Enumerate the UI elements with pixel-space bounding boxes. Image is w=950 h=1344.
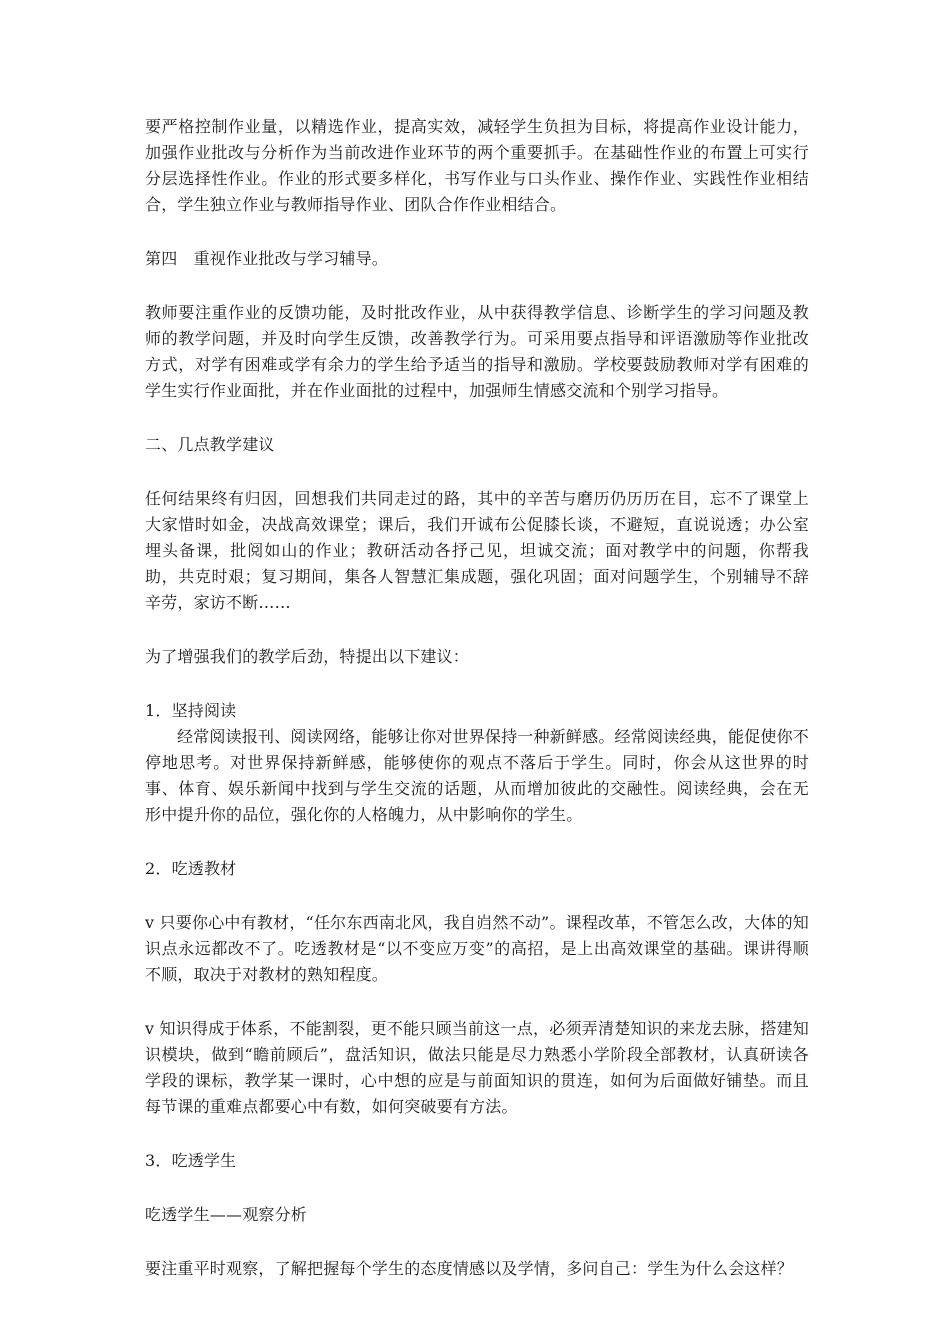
paragraph-textbook-1: v 只要你心中有教材，“任尔东西南北风，我自岿然不动”。课程改革，不管怎么改，大体的知识点永远都改不了。吃透教材是“以不变应万变”的高招，是上出高效课堂的基础。课讲得顺不顺，取决于对教材的熟知程度。 bbox=[145, 913, 809, 984]
heading-suggestions: 二、几点教学建议 bbox=[145, 435, 275, 454]
paragraph-observe: 要注重平时观察，了解把握每个学生的态度情感以及学情，多问自己：学生为什么会这样？ bbox=[145, 1259, 794, 1278]
paragraph-intro-suggestions: 为了增强我们的教学后劲，特提出以下建议： bbox=[145, 647, 470, 666]
heading-fourth: 第四 重视作业批改与学习辅导。 bbox=[145, 249, 389, 268]
document-page bbox=[145, 114, 809, 1282]
heading-reading: 1．坚持阅读 bbox=[145, 701, 237, 720]
heading-students: 3．吃透学生 bbox=[145, 1151, 237, 1170]
paragraph-homework-control: 要严格控制作业量，以精选作业，提高实效，减轻学生负担为目标，将提高作业设计能力，加强作业批改与分析作为当前改进作业环节的两个重要抓手。在基础性作业的布置上可实行分层选择性作业。作业的形式要多样化，书写作业与口头作业、操作作业、实践性作业相结合，学生独立作业与教师指导作业、团队合作作业相结合。 bbox=[145, 117, 809, 214]
paragraph-reflection: 任何结果终有归因，回想我们共同走过的路，其中的辛苦与磨历仍历历在目，忘不了课堂上大家惜时如金，决战高效课堂；课后，我们开诚布公促膝长谈，不避短，直说说透；办公室埋头备课，批阅如山的作业；教研活动各抒己见，坦诚交流；面对教学中的问题，你帮我助，共克时艰；复习期间，集各人智慧汇集成题，强化巩固；面对问题学生，个别辅导不辞辛劳，家访不断…… bbox=[145, 489, 809, 612]
heading-textbook: 2．吃透教材 bbox=[145, 859, 237, 878]
paragraph-reading: 经常阅读报刊、阅读网络，能够让你对世界保持一种新鲜感。经常阅读经典，能促使你不停地思考。对世界保持新鲜感，能够使你的观点不落后于学生。同时，你会从这世界的时事、体育、娱乐新闻中找到与学生交流的话题，从而增加彼此的交融性。阅读经典，会在无形中提升你的品位，强化你的人格魄力，从中影响你的学生。 bbox=[145, 727, 809, 824]
paragraph-feedback: 教师要注重作业的反馈功能，及时批改作业，从中获得教学信息、诊断学生的学习问题及教师的教学问题，并及时向学生反馈，改善教学行为。可采用要点指导和评语激励等作业批改方式，对学有困难或学有余力的学生给予适当的指导和激励。学校要鼓励教师对学有困难的学生实行作业面批，并在作业面批的过程中，加强师生情感交流和个别学习指导。 bbox=[145, 303, 809, 400]
paragraph-textbook-2: v 知识得成于体系，不能割裂，更不能只顾当前这一点，必须弄清楚知识的来龙去脉，搭建知识模块，做到“瞻前顾后”，盘活知识，做法只能是尽力熟悉小学阶段全部教材，认真研读各学段的课标，教学某一课时，心中想的应是与前面知识的贯连，如何为后面做好铺垫。而且每节课的重难点都要心中有数，如何突破要有方法。 bbox=[145, 1019, 809, 1116]
subheading-observe: 吃透学生——观察分析 bbox=[145, 1205, 308, 1224]
